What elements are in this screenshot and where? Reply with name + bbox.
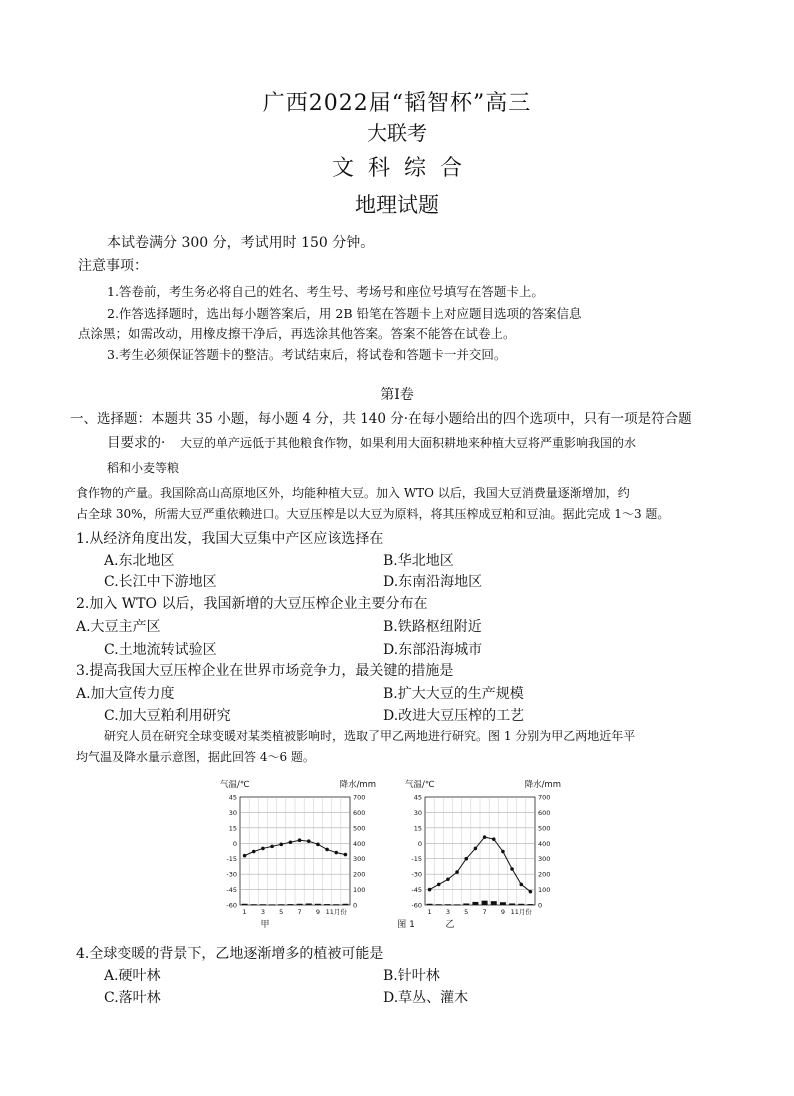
q3-option-b[interactable]: B.扩大大豆的生产规模 [383, 686, 524, 702]
paper-title: 地理试题 [355, 193, 439, 217]
temperature-point [446, 877, 450, 881]
precip-bar [436, 904, 442, 905]
y-tick-right: 100 [353, 886, 366, 895]
x-tick-label: 11月份 [325, 908, 347, 916]
temperature-point [437, 883, 441, 887]
material-2b: 均气温及降水量示意图，据此回答 4～6 题。 [76, 750, 315, 764]
score-line: 本试卷满分 300 分，考试用时 150 分钟。 [107, 235, 375, 251]
precip-bar [315, 904, 321, 905]
material-1c: 食作物的产量。我国除高山高原地区外，均能种植大豆。加入 WTO 以后，我国大豆消费量逐渐增加，约 [76, 486, 630, 500]
precip-bar [260, 904, 266, 905]
precip-bar [454, 904, 460, 905]
q1-option-c[interactable]: C.长江中下游地区 [104, 574, 217, 590]
q3-option-a[interactable]: A.加大宣传力度 [76, 686, 175, 702]
x-tick-label: 1 [242, 908, 247, 916]
temperature-point [279, 843, 283, 847]
precip-bar [287, 904, 293, 905]
x-tick-label: 3 [260, 908, 265, 916]
temperature-point [289, 840, 293, 844]
y-tick-right: 500 [353, 824, 366, 833]
x-tick-label: 5 [464, 908, 469, 916]
temperature-point [483, 835, 487, 839]
notice-title: 注意事项： [78, 258, 148, 274]
y-tick-right: 400 [538, 839, 551, 848]
y-tick-left: 15 [228, 824, 237, 833]
subtitle-lianka: 大联考 [367, 121, 427, 145]
x-tick-label: 9 [500, 908, 505, 916]
q2-option-c[interactable]: C.土地流转试验区 [104, 642, 217, 658]
temperature-point [501, 850, 505, 854]
y-tick-right: 600 [353, 808, 366, 817]
y-tick-right: 400 [353, 839, 366, 848]
x-tick-label: 1 [427, 908, 432, 916]
q1-option-a[interactable]: A.东北地区 [104, 553, 175, 569]
temperature-point [519, 883, 523, 887]
y-tick-left: 45 [413, 793, 422, 802]
x-tick-label: 5 [279, 908, 284, 916]
temperature-point [307, 839, 311, 843]
precip-bar [297, 904, 303, 905]
section-title: 第Ⅰ卷 [380, 387, 414, 403]
y-tick-left: -15 [411, 855, 422, 864]
precip-bar [491, 901, 497, 905]
y-tick-right: 300 [538, 855, 551, 864]
y-tick-left: 0 [232, 839, 237, 848]
chart-乙 [425, 797, 535, 905]
y-tick-right: 600 [538, 808, 551, 817]
y-tick-left: -30 [411, 870, 422, 879]
x-tick-label: 7 [297, 908, 302, 916]
q4-option-a[interactable]: A.硬叶林 [104, 968, 161, 984]
chart-甲 [240, 797, 350, 905]
temperature-point [455, 870, 459, 874]
y-tick-right: 200 [538, 870, 551, 879]
temperature-point [344, 853, 348, 857]
y-tick-left: 45 [228, 793, 237, 802]
y-tick-left: -60 [226, 901, 237, 910]
temperature-point [270, 845, 274, 849]
precip-bar [527, 904, 533, 905]
y-tick-left: -60 [411, 901, 422, 910]
y-tick-left: 30 [228, 808, 237, 817]
notice-2b: 点涂黑；如需改动，用橡皮擦干净后，再选涂其他答案。答案不能答在试卷上。 [78, 326, 516, 341]
temperature-point [428, 888, 432, 892]
y-tick-right: 500 [538, 824, 551, 833]
temperature-point [252, 850, 256, 854]
q3-stem: 3.提高我国大豆压榨企业在世界市场竞争力，最关键的措施是 [76, 663, 454, 679]
q4-option-b[interactable]: B.针叶林 [383, 968, 440, 984]
precip-bar [500, 902, 506, 905]
temperature-point [529, 890, 533, 894]
precip-bar [509, 903, 515, 905]
notice-3: 3.考生必须保证答题卡的整洁。考试结束后，将试卷和答题卡一并交回。 [107, 347, 507, 362]
q3-option-d[interactable]: D.改进大豆压榨的工艺 [383, 708, 525, 724]
climate-charts-figure [200, 775, 620, 935]
y-tick-left: 0 [417, 839, 422, 848]
precip-bar [333, 904, 339, 905]
precip-bar [472, 902, 478, 905]
page-title: 广西2022届“韬智杯”高三 [262, 91, 532, 116]
precip-bar [427, 904, 433, 905]
y-tick-left: -30 [226, 870, 237, 879]
temperature-point [325, 848, 329, 852]
temperature-point [316, 843, 320, 847]
chart-label: 甲 [260, 920, 270, 930]
notice-2a: 2.作答选择题时，选出每小题答案后，用 2B 铅笔在答题卡上对应题目选项的答案信息 [107, 306, 582, 321]
y-tick-right: 200 [353, 870, 366, 879]
precip-bar [242, 904, 248, 905]
q2-stem: 2.加入 WTO 以后，我国新增的大豆压榨企业主要分布在 [76, 596, 428, 612]
precip-bar [445, 904, 451, 905]
precip-bar [278, 904, 284, 905]
precip-bar [342, 904, 348, 905]
temperature-point [474, 847, 478, 851]
y-tick-right: 0 [353, 901, 358, 910]
precip-bar [251, 904, 257, 905]
subject-title: 文科综合 [331, 156, 476, 181]
precip-bar [463, 903, 469, 905]
precip-bar [324, 904, 330, 905]
q4-option-c[interactable]: C.落叶林 [104, 990, 161, 1006]
x-tick-label: 3 [445, 908, 450, 916]
temperature-point [464, 857, 468, 861]
precip-bar [269, 904, 275, 905]
y-axis-label-right: 降水/mm [339, 780, 376, 790]
x-tick-label: 9 [315, 908, 320, 916]
y-axis-label-left: 气温/℃ [220, 780, 250, 790]
temperature-point [298, 838, 302, 842]
x-tick-label: 7 [482, 908, 487, 916]
chart-label: 乙 [445, 920, 455, 930]
q1-option-d[interactable]: D.东南沿海地区 [383, 574, 483, 590]
q2-option-a[interactable]: A.大豆主产区 [76, 619, 161, 635]
y-tick-right: 300 [353, 855, 366, 864]
y-axis-label-right: 降水/mm [524, 780, 561, 790]
q1-option-b[interactable]: B.华北地区 [383, 553, 454, 569]
precip-bar [306, 903, 312, 905]
y-tick-left: 15 [413, 824, 422, 833]
q2-option-b[interactable]: B.铁路枢纽附近 [383, 619, 482, 635]
material-1b: 稻和小麦等粮 [107, 461, 180, 475]
precip-bar [518, 904, 524, 905]
temperature-point [492, 837, 496, 841]
section-instruction-2: 目要求的· [107, 435, 166, 451]
material-1a: 大豆的单产远低于其他粮食作物，如果利用大面积耕地来种植大豆将严重影响我国的水 [180, 436, 637, 450]
material-2a: 研究人员在研究全球变暖对某类植被影响时，选取了甲乙两地进行研究。图 1 分别为甲乙两地近年平 [104, 729, 636, 743]
y-tick-right: 100 [538, 886, 551, 895]
figure-caption: 图 1 [397, 920, 415, 930]
temperature-point [243, 854, 247, 858]
q4-option-d[interactable]: D.草丛、灌木 [383, 990, 469, 1006]
q1-stem: 1.从经济角度出发，我国大豆集中产区应该选择在 [76, 531, 384, 547]
q3-option-c[interactable]: C.加大豆粕利用研究 [104, 708, 231, 724]
y-tick-left: -45 [226, 886, 237, 895]
y-tick-right: 0 [538, 901, 543, 910]
material-1d: 占全球 30%，所需大豆严重依赖进口。大豆压榨是以大豆为原料，将其压榨成豆粕和豆油。据此完成 1～3 题。 [76, 507, 670, 521]
temperature-point [261, 847, 265, 851]
y-tick-left: -15 [226, 855, 237, 864]
precip-bar [482, 901, 488, 905]
y-tick-left: 30 [413, 808, 422, 817]
y-axis-label-left: 气温/℃ [405, 780, 435, 790]
section-instruction-1: 一、选择题：本题共 35 小题，每小题 4 分，共 140 分·在每小题给出的四个选项中，只有一项是符合题 [70, 411, 692, 427]
q2-option-d[interactable]: D.东部沿海城市 [383, 642, 483, 658]
temperature-point [334, 851, 338, 855]
y-tick-right: 700 [353, 793, 366, 802]
q4-stem: 4.全球变暖的背景下，乙地逐渐增多的植被可能是 [76, 946, 384, 962]
x-tick-label: 11月份 [510, 908, 532, 916]
temperature-point [510, 867, 514, 871]
y-tick-right: 700 [538, 793, 551, 802]
y-tick-left: -45 [411, 886, 422, 895]
notice-1: 1.答卷前，考生务必将自己的姓名、考生号、考场号和座位号填写在答题卡上。 [107, 284, 544, 299]
